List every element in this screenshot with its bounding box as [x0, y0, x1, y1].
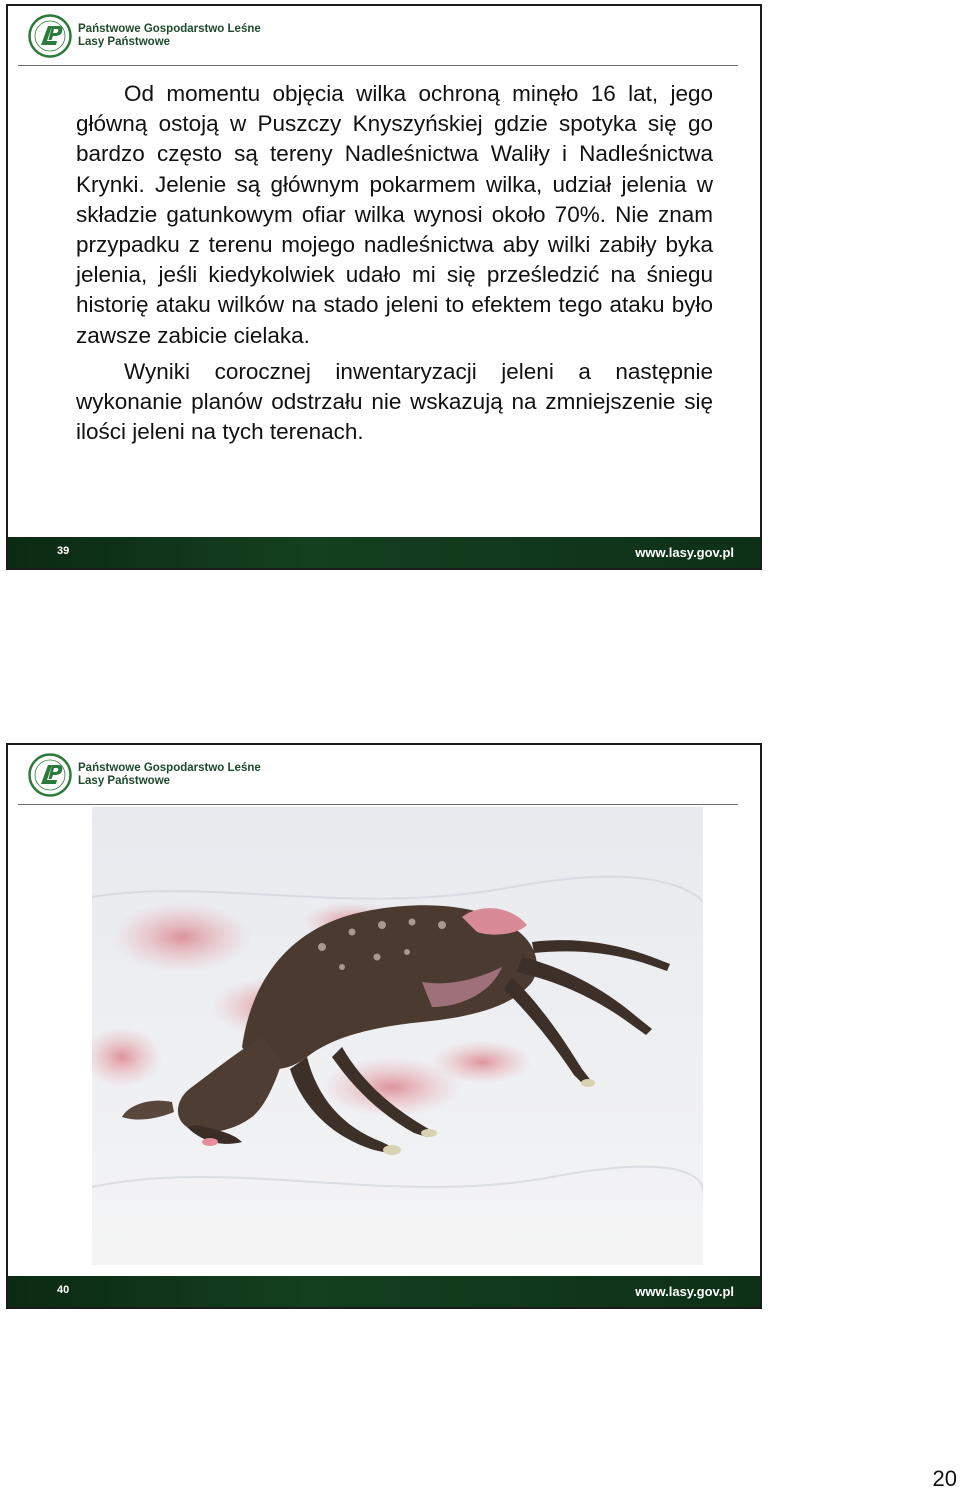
slide-footer: [8, 537, 760, 568]
org-line-1: Państwowe Gospodarstwo Leśne: [78, 23, 261, 35]
slide-footer: [8, 1276, 760, 1307]
slide-header: [8, 745, 760, 805]
footer-url: www.lasy.gov.pl: [635, 1284, 734, 1299]
org-line-2: Lasy Państwowe: [78, 36, 171, 48]
footer-url: www.lasy.gov.pl: [635, 545, 734, 560]
lp-logo-icon: [28, 753, 72, 797]
org-name: [78, 762, 261, 788]
deer-photo: [92, 807, 703, 1265]
lp-logo-icon: [28, 14, 72, 58]
org-name: [78, 23, 261, 49]
slide-body-text: [76, 79, 713, 453]
paragraph-2: Wyniki corocznej inwentaryzacji jeleni a następnie wykonanie planów odstrzału nie wskazują na zmniejszenie się ilości jeleni na tych terenach.: [76, 358, 713, 445]
slide-header: [8, 6, 760, 66]
header-divider: [18, 804, 738, 805]
header-divider: [18, 65, 738, 66]
slide-page-number: 40: [57, 1284, 70, 1296]
paragraph-1: Od momentu objęcia wilka ochroną minęło 16 lat, jego główną ostoją w Puszczy Knyszyńskiej gdzie spotyka się go bardzo często są tereny Nadleśnictwa Waliły i Nadleśnictwa Krynki. Jelenie są głównym pokarmem wilka, udział jelenia w składzie gatunkowym ofiar wilka wynosi około 70%. Nie znam przypadku z terenu mojego nadleśnictwa aby wilki zabiły byka jelenia, jeśli kiedykolwiek udało mi się prześledzić na śniegu historię ataku wilków na stado jeleni to efektem tego ataku było zawsze zabicie cielaka.: [76, 81, 713, 348]
slide-page-number: 39: [57, 545, 70, 557]
handout-page-number: 20: [932, 1466, 957, 1491]
slide-40: [6, 743, 762, 1309]
org-line-1: Państwowe Gospodarstwo Leśne: [78, 762, 261, 774]
org-line-2: Lasy Państwowe: [78, 775, 171, 787]
slide-39: [6, 4, 762, 570]
